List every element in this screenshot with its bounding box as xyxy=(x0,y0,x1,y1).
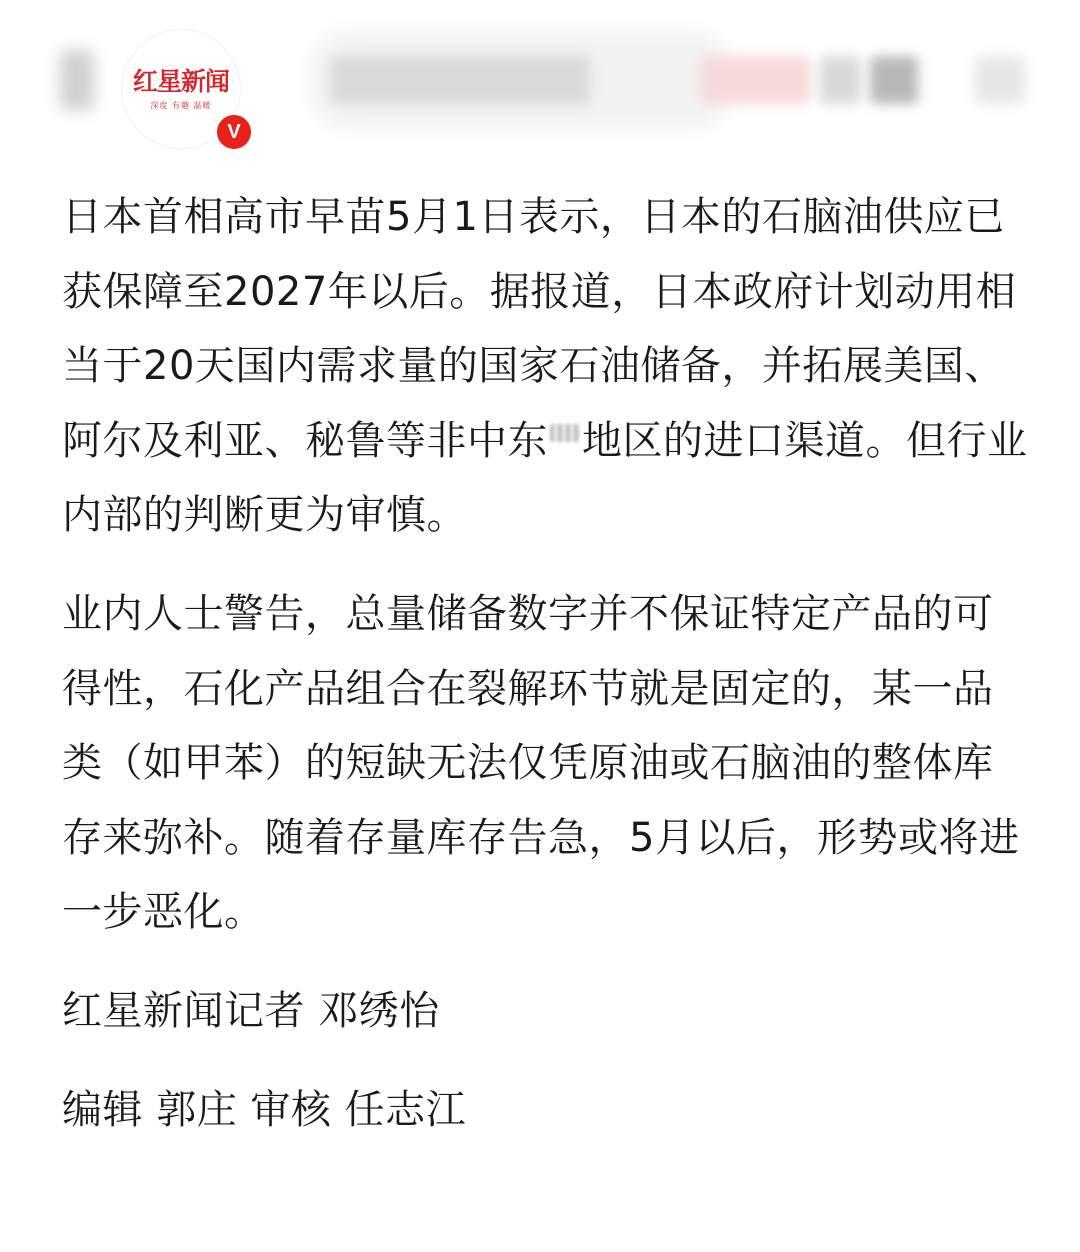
brand-logo-text: 红星新闻 xyxy=(132,66,229,96)
blurred-follow-button[interactable] xyxy=(975,56,1025,104)
paragraph-text: 日本首相高市早苗5月1日表示，日本的石脑油供应已获保障至2027年以后。据报道，日本政府计划动用相当于20天国内需求量的国家石油储备，并拓展美国、阿尔及利亚、秘鲁等非中东 xyxy=(62,194,1017,464)
blurred-info xyxy=(870,56,918,104)
reporter-credit: 红星新闻记者 邓绣怡 xyxy=(62,987,440,1034)
blurred-account-name[interactable] xyxy=(330,56,590,104)
paragraph-text: 地区的进口渠道。但行业内部的判断更为审慎。 xyxy=(62,417,1028,539)
post-header xyxy=(0,0,1080,160)
back-arrow-icon[interactable] xyxy=(60,50,94,110)
article-paragraph xyxy=(62,180,1032,553)
editor-credit: 编辑 郭庄 审核 任志江 xyxy=(62,1086,467,1133)
blurred-badge xyxy=(700,56,810,104)
account-avatar[interactable] xyxy=(122,30,258,148)
article-body xyxy=(62,180,1032,1147)
censored-link-icon xyxy=(550,424,580,442)
brand-slogan: 深度 有趣 温暖 xyxy=(150,100,212,110)
verified-badge-icon: V xyxy=(214,112,254,152)
blurred-info xyxy=(820,56,860,104)
article-paragraph: 业内人士警告，总量储备数字并不保证特定产品的可得性，石化产品组合在裂解环节就是固定的，某一品类（如甲苯）的短缺无法仅凭原油或石脑油的整体库存来弥补。随着存量库存告急，5月以后，形势或将进一步恶化。 xyxy=(62,590,1020,936)
